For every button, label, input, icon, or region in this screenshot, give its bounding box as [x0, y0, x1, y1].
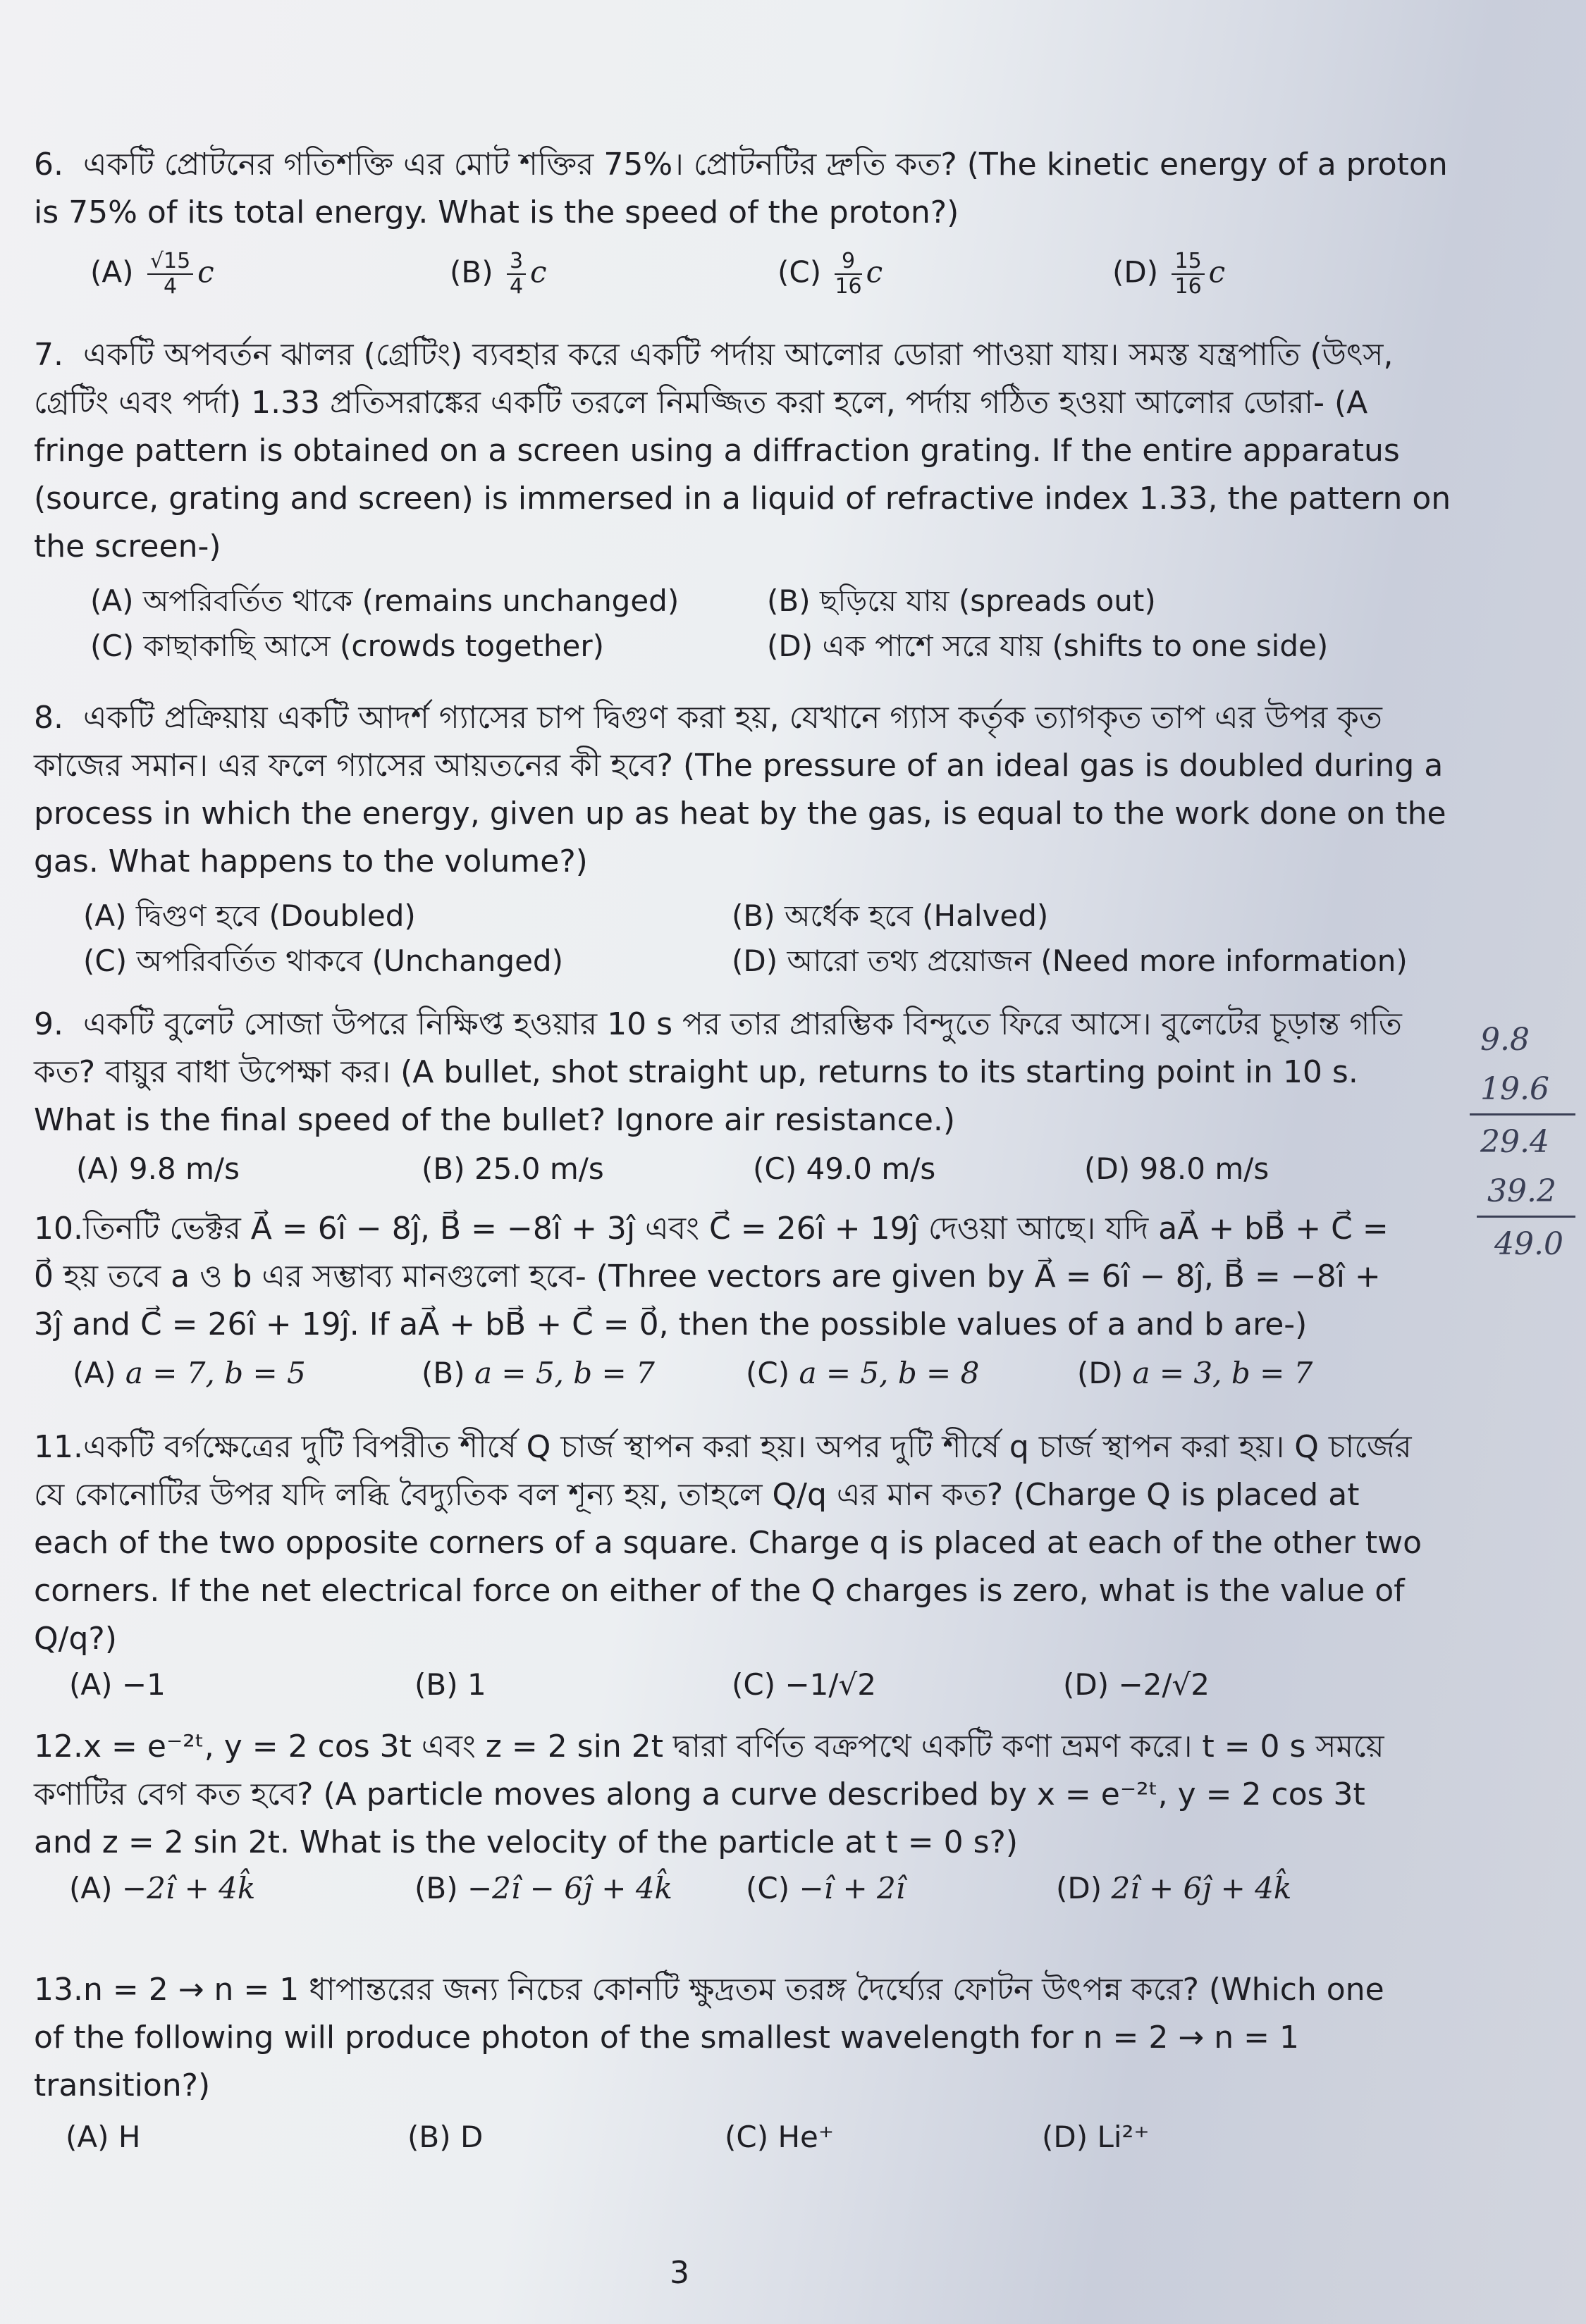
question-number: 9. — [34, 1006, 63, 1042]
question-11 — [34, 1423, 1422, 1712]
question-number: 11. — [34, 1429, 83, 1465]
option-b: (B) 25.0 m/s — [422, 1151, 604, 1186]
option-b: (B) D — [407, 2120, 484, 2154]
option-b: (B) ছড়িয়ে যায় (spreads out) — [767, 583, 1156, 618]
question-8-text: 8. একটি প্রক্রিয়ায় একটি আদর্শ গ্যাসের চাপ দ্বিগুণ করা হয়, যেখানে গ্যাস কর্তৃক ত্যাগকৃত তাপ এর উপর কৃত কাজের সমান। এর ফলে গ্যাসের আয়তনের কী হবে? (The pressure of an ideal gas is doubled during a process in which the energy, given up as heat by the gas, is equal to the work done on the gas. What happens to the volume?) — [34, 694, 1465, 886]
question-10 — [34, 1205, 1415, 1401]
handwritten-value: 9.8 — [1480, 1022, 1530, 1058]
option-d: (D) 98.0 m/s — [1084, 1151, 1270, 1186]
options-row — [34, 1356, 1415, 1401]
option-c: (C) $\frac{9}{16}$ c — [777, 249, 883, 299]
option-d: (D) এক পাশে সরে যায় (shifts to one side) — [767, 629, 1329, 663]
question-12-text: 12.x = e⁻²ᵗ, y = 2 cos 3t এবং z = 2 sin 2t দ্বারা বর্ণিত বক্রপথে একটি কণা ভ্রমণ করে। t = 0 s সময়ে কণাটির বেগ কত হবে? (A particle moves along a curve described by x = e⁻²ᵗ, y = 2 cos 3t and z = 2 sin 2t. What is the velocity of the particle at t = 0 s?) — [34, 1723, 1422, 1867]
options-row — [34, 1667, 1422, 1712]
options-row — [34, 893, 1465, 938]
handwritten-value: 29.4 — [1480, 1124, 1549, 1160]
options-row — [34, 249, 1465, 313]
option-c: (C) অপরিবর্তিত থাকবে (Unchanged) — [83, 944, 563, 978]
question-number: 10. — [34, 1211, 83, 1247]
question-number: 13. — [34, 1972, 83, 2008]
question-9 — [34, 1001, 1415, 1197]
question-7 — [34, 331, 1465, 668]
option-b: (B) a = 5, b = 7 — [422, 1356, 655, 1390]
option-a: (A) a = 7, b = 5 — [73, 1356, 306, 1390]
question-8 — [34, 694, 1465, 983]
option-c: (C) কাছাকাছি আসে (crowds together) — [90, 629, 605, 663]
option-b: (B) 1 — [414, 1667, 486, 1702]
option-c: (C) −1/√2 — [732, 1667, 877, 1702]
option-a: (A) অপরিবর্তিত থাকে (remains unchanged) — [90, 583, 680, 618]
options-row — [34, 1151, 1415, 1197]
option-a: (A) −1 — [69, 1667, 166, 1702]
option-c: (C) −î + 2î — [746, 1871, 906, 1905]
fraction: $\frac{3}{4}$ — [507, 249, 526, 299]
page-number: 3 — [670, 2255, 689, 2291]
fraction: $\frac{9}{16}$ — [835, 249, 862, 299]
question-11-text: 11.একটি বর্গক্ষেত্রের দুটি বিপরীত শীর্ষে Q চার্জ স্থাপন করা হয়। অপর দুটি শীর্ষে q চার্জ স্থাপন করা হয়। Q চার্জের যে কোনোটির উপর যদি লব্ধি বৈদ্যুতিক বল শূন্য হয়, তাহলে Q/q এর মান কত? (Charge Q is placed at each of the two opposite corners of a square. Charge q is placed at each of the other two corners. If the net electrical force on either of the Q charges is zero, what is the value of Q/q?) — [34, 1423, 1422, 1663]
options-row — [34, 578, 1465, 623]
options-row — [34, 938, 1465, 983]
question-6-text: 6. একটি প্রোটনের গতিশক্তি এর মোট শক্তির 75%। প্রোটনটির দ্রুতি কত? (The kinetic energy of a proton is 75% of its total energy. What is the speed of the proton?) — [34, 141, 1465, 237]
option-b: (B) অর্ধেক হবে (Halved) — [732, 898, 1049, 933]
option-a: (A) দ্বিগুণ হবে (Doubled) — [83, 898, 416, 933]
question-number: 7. — [34, 337, 63, 373]
question-10-text: 10.তিনটি ভেক্টর A⃗ = 6î − 8ĵ, B⃗ = −8î + 3ĵ এবং C⃗ = 26î + 19ĵ দেওয়া আছে। যদি aA⃗ + bB⃗ + C⃗ = 0⃗ হয় তবে a ও b এর সম্ভাব্য মানগুলো হবে- (Three vectors are given by A⃗ = 6î − 8ĵ, B⃗ = −8î + 3ĵ and C⃗ = 26î + 19ĵ. If aA⃗ + bB⃗ + C⃗ = 0⃗, then the possible values of a and b are-) — [34, 1205, 1415, 1349]
question-number: 8. — [34, 700, 63, 736]
question-12 — [34, 1723, 1422, 1916]
option-d: (D) $\frac{15}{16}$ c — [1112, 249, 1226, 299]
handwritten-underline — [1477, 1216, 1575, 1218]
option-b: (B) $\frac{3}{4}$ c — [450, 249, 547, 299]
handwritten-value: 49.0 — [1494, 1226, 1563, 1262]
option-b: (B) −2î − 6ĵ + 4k̂ — [414, 1871, 672, 1905]
options-row — [34, 1871, 1422, 1916]
question-number: 6. — [34, 147, 63, 183]
question-number: 12. — [34, 1729, 83, 1764]
handwritten-underline — [1470, 1113, 1575, 1115]
option-c: (C) He⁺ — [725, 2120, 835, 2154]
handwritten-value: 19.6 — [1480, 1071, 1549, 1107]
option-d: (D) a = 3, b = 7 — [1077, 1356, 1313, 1390]
fraction: $\frac{√15}{4}$ — [147, 249, 193, 299]
option-c: (C) a = 5, b = 8 — [746, 1356, 980, 1390]
question-13 — [34, 1966, 1422, 2165]
option-d: (D) 2î + 6ĵ + 4k̂ — [1056, 1871, 1292, 1905]
option-d: (D) আরো তথ্য প্রয়োজন (Need more information) — [732, 944, 1408, 978]
option-c: (C) 49.0 m/s — [753, 1151, 936, 1186]
options-row — [34, 2120, 1422, 2165]
option-d: (D) Li²⁺ — [1042, 2120, 1150, 2154]
handwritten-value: 39.2 — [1487, 1173, 1556, 1209]
option-a: (A) 9.8 m/s — [76, 1151, 240, 1186]
option-d: (D) −2/√2 — [1063, 1667, 1210, 1702]
question-13-text: 13.n = 2 → n = 1 ধাপান্তরের জন্য নিচের কোনটি ক্ষুদ্রতম তরঙ্গ দৈর্ঘ্যের ফোটন উৎপন্ন করে? (Which one of the following will produce photon of the smallest wavelength for n = 2 → n = 1 transition?) — [34, 1966, 1422, 2110]
option-a: (A) −2î + 4k̂ — [69, 1871, 256, 1905]
question-6 — [34, 141, 1465, 313]
option-a: (A) $\frac{√15}{4}$ c — [90, 249, 214, 299]
fraction: $\frac{15}{16}$ — [1172, 249, 1204, 299]
option-a: (A) H — [66, 2120, 141, 2154]
options-row — [34, 623, 1465, 668]
question-7-text: 7. একটি অপবর্তন ঝালর (গ্রেটিং) ব্যবহার করে একটি পর্দায় আলোর ডোরা পাওয়া যায়। সমস্ত যন্ত্রপাতি (উৎস, গ্রেটিং এবং পর্দা) 1.33 প্রতিসরাঙ্কের একটি তরলে নিমজ্জিত করা হলে, পর্দায় গঠিত হওয়া আলোর ডোরা- (A fringe pattern is obtained on a screen using a diffraction grating. If the entire apparatus (source, grating and screen) is immersed in a liquid of refractive index 1.33, the pattern on the screen-) — [34, 331, 1465, 571]
question-9-text: 9. একটি বুলেট সোজা উপরে নিক্ষিপ্ত হওয়ার 10 s পর তার প্রারম্ভিক বিন্দুতে ফিরে আসে। বুলেটের চূড়ান্ত গতি কত? বায়ুর বাধা উপেক্ষা কর। (A bullet, shot straight up, returns to its starting point in 10 s. What is the final speed of the bullet? Ignore air resistance.) — [34, 1001, 1415, 1144]
